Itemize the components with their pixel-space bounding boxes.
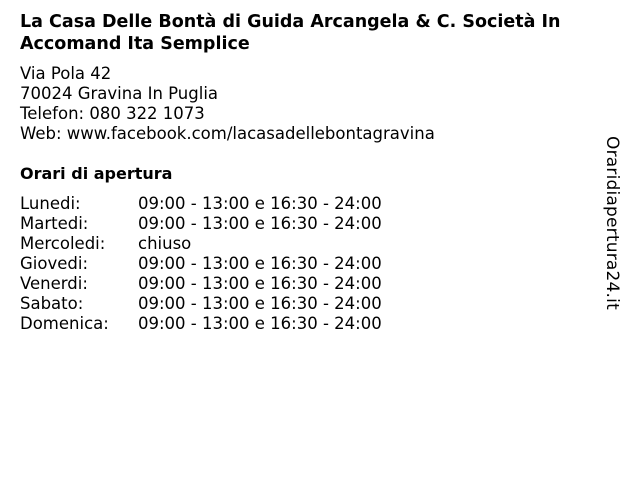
day-label: Sabato: [20, 294, 84, 313]
time-value: 09:00 - 13:00 e 16:30 - 24:00 [138, 314, 382, 333]
opening-hours-heading: Orari di apertura [20, 164, 173, 183]
time-value: 09:00 - 13:00 e 16:30 - 24:00 [138, 254, 382, 273]
day-label: Martedi: [20, 214, 89, 233]
day-label: Giovedi: [20, 254, 88, 273]
time-value: 09:00 - 13:00 e 16:30 - 24:00 [138, 294, 382, 313]
street-address: Via Pola 42 [20, 64, 112, 83]
time-value: chiuso [138, 234, 192, 253]
day-label: Lunedi: [20, 194, 81, 213]
website: Web: www.facebook.com/lacasadellebontagravina [20, 124, 435, 143]
address-block [20, 64, 435, 144]
time-value: 09:00 - 13:00 e 16:30 - 24:00 [138, 194, 382, 213]
site-brand-vertical: Oraridiapertura24.it [602, 136, 622, 310]
day-label: Mercoledi: [20, 234, 106, 253]
time-value: 09:00 - 13:00 e 16:30 - 24:00 [138, 214, 382, 233]
day-label: Venerdi: [20, 274, 88, 293]
city-address: 70024 Gravina In Puglia [20, 84, 219, 103]
time-value: 09:00 - 13:00 e 16:30 - 24:00 [138, 274, 382, 293]
business-name: La Casa Delle Bontà di Guida Arcangela & C. Società In Accomand Ita Semplice [20, 12, 561, 54]
phone-number: Telefon: 080 322 1073 [20, 104, 205, 123]
day-label: Domenica: [20, 314, 109, 333]
